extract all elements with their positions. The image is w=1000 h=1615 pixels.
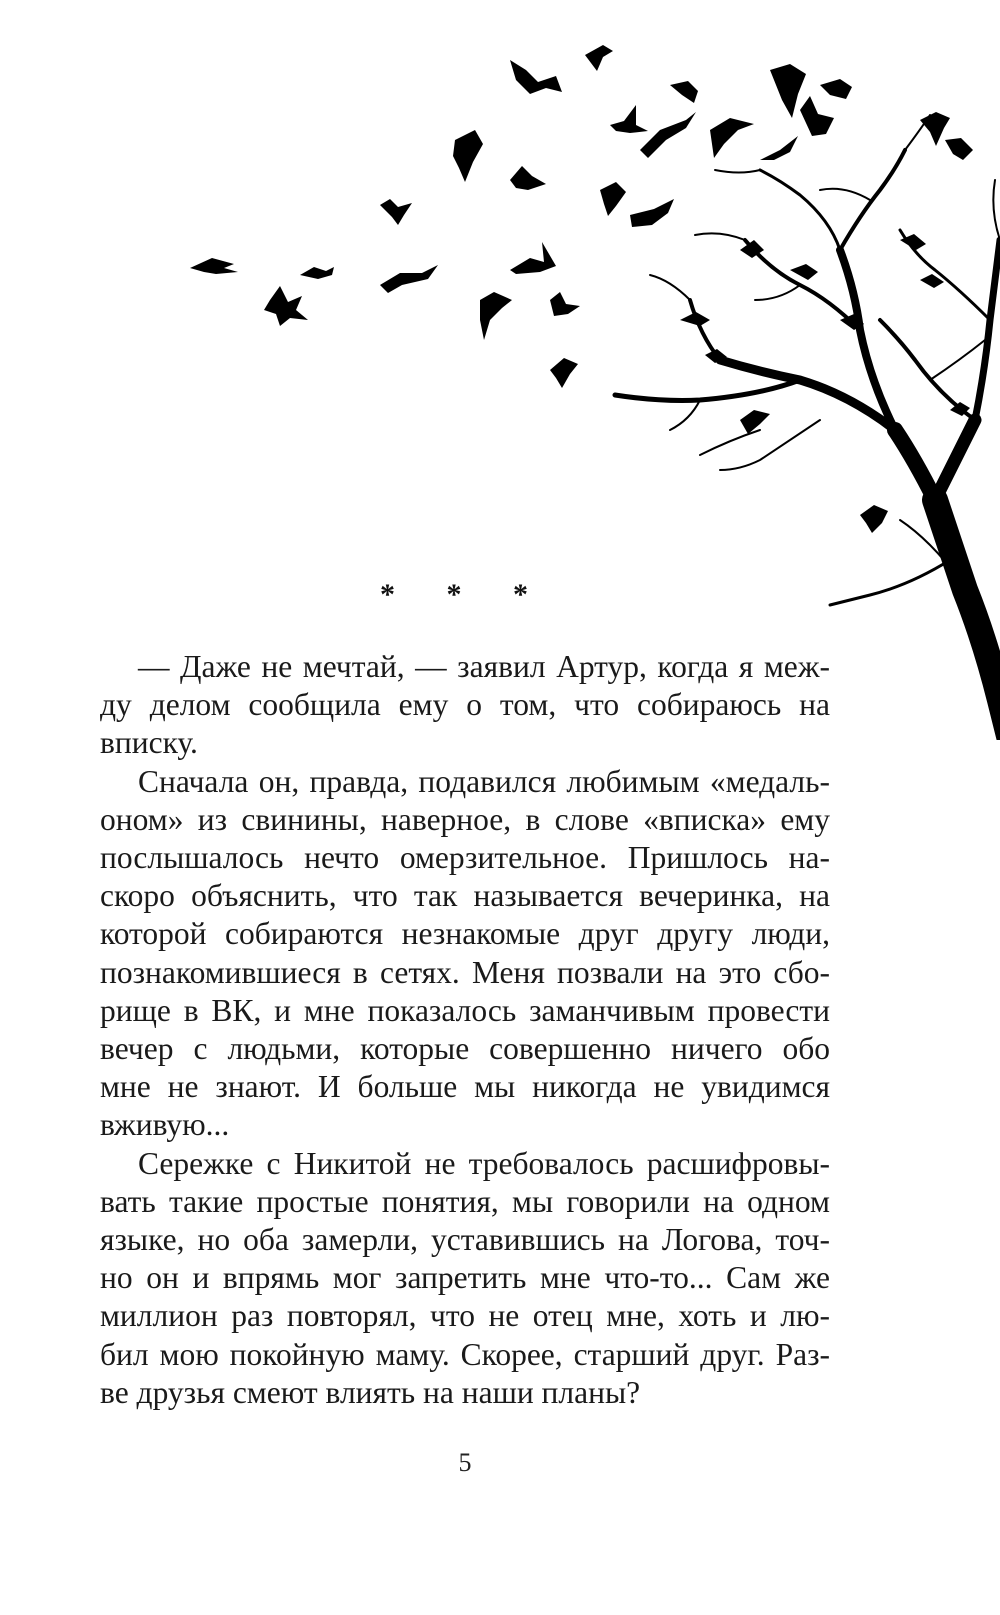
text-line: Сережке с Никитой не требовалось расшифровы- — [138, 1145, 830, 1181]
text-line: оном» из свинины, наверное, в слове «вписка» ему — [100, 801, 830, 837]
text-line: ве друзья смеют влиять на наши планы? — [100, 1374, 641, 1410]
page-number: 5 — [458, 1448, 472, 1477]
text-line: скоро объяснить, что так называется вечеринка, на — [100, 878, 830, 914]
text-line: миллион раз повторял, что не отец мне, хоть и лю- — [100, 1298, 830, 1334]
text-line: ду делом сообщила ему о том, что собираюсь на — [100, 687, 830, 723]
text-line: послышалось нечто омерзительное. Пришлось на- — [100, 840, 830, 876]
text-line: — Даже не мечтай, — заявил Артур, когда я меж- — [138, 649, 830, 684]
text-line: мне не знают. И больше мы никогда не увидимся — [100, 1069, 830, 1105]
text-line: но он и впрямь мог запретить мне что-то... Сам же — [100, 1260, 830, 1296]
tree-birds-illustration — [0, 0, 1000, 740]
text-line: вписку. — [100, 725, 198, 761]
text-line: рище в ВК, и мне показалось заманчивым провести — [100, 992, 830, 1028]
section-separator: * * * — [380, 578, 550, 611]
text-line: вечер с людьми, которые совершенно ничего обо — [100, 1031, 830, 1067]
body-text — [100, 648, 830, 1412]
text-line: Сначала он, правда, подавился любимым «медаль- — [138, 763, 830, 799]
text-line: бил мою покойную маму. Скорее, старший друг. Раз- — [100, 1336, 830, 1372]
text-line: языке, но оба замерли, уставившись на Логова, точ- — [100, 1222, 830, 1258]
text-line: которой собираются незнакомые друг другу люди, — [100, 916, 830, 952]
text-line: вать такие простые понятия, мы говорили на одном — [100, 1183, 830, 1219]
text-line: вживую... — [100, 1107, 230, 1143]
text-line: познакомившиеся в сетях. Меня позвали на это сбо- — [100, 954, 830, 990]
